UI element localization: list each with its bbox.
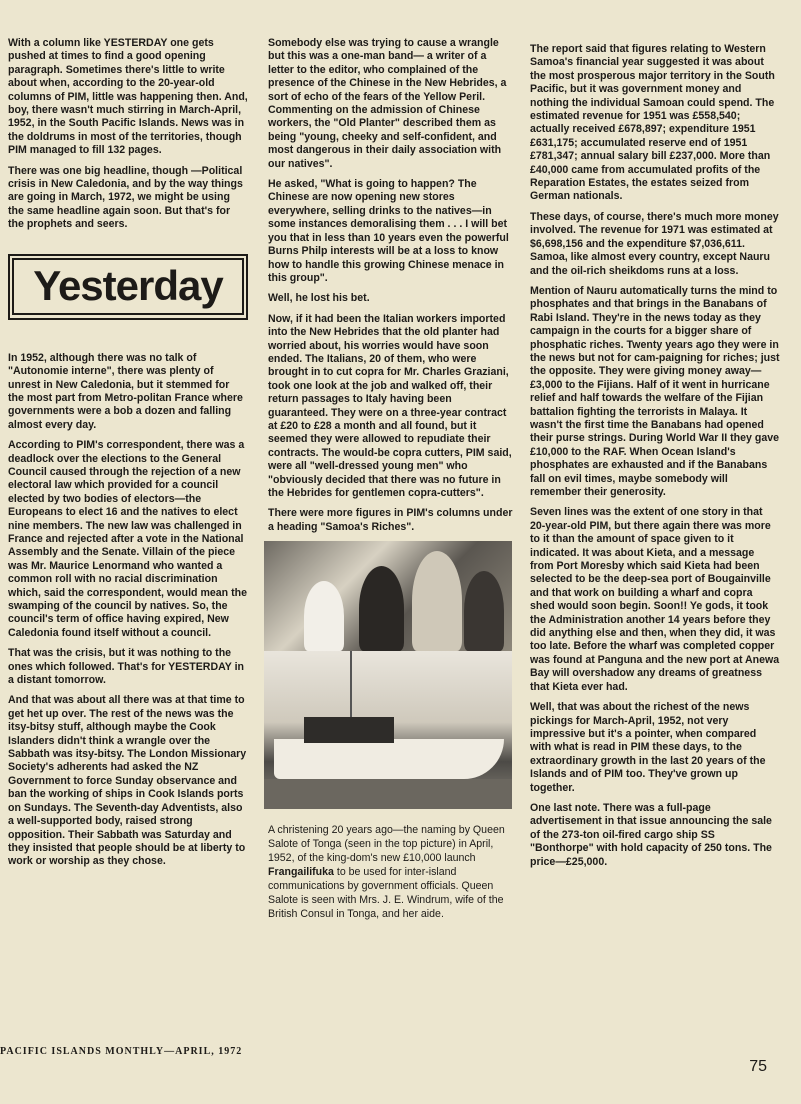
page-footer: PACIFIC ISLANDS MONTHLY—APRIL, 1972	[0, 1046, 243, 1057]
caption-text: to be used for inter-island communications by government officials. Queen Salote is seen with Mrs. J. E. Windrum, wife of the British Consul in Tonga, and her aide.	[268, 866, 504, 921]
paragraph: Somebody else was trying to cause a wrangle but this was a one-man band— a writer of a letter to the editor, who complained of the presence of the Chinese in the New Hebrides, a sort of echo of the fears of the Yellow Peril. Commenting on the admission of Chinese workers, the "Old Planter" described them as being "young, cheeky and self-confident, and most dangerous in their daily association with our natives".	[268, 37, 507, 170]
paragraph: According to PIM's correspondent, there was a deadlock over the elections to the General Council caused through the rejection of a new electoral law which provided for a council elected by two bodies of electors—the Europeans to elect 16 and the natives to elect nine members. The new law was challenged in France and rejected after a vote in the National Assembly and the Senate. Villain of the piece was Mr. Maurice Lenormand who wanted a common roll with no racial discrimination which, said the correspondent, would mean the swamping of the council by natives. So, the council's term of office having expired, New Caledonia found itself without a council.	[8, 439, 247, 639]
banner-title: Yesterday	[33, 262, 223, 310]
photo-christening	[264, 541, 512, 809]
paragraph: One last note. There was a full-page advertisement in that issue announcing the sale of the 273-ton oil-fired cargo ship SS "Bonthorpe" with hold capacity of 250 tons. The price—£25,000.	[530, 801, 772, 868]
paragraph: The report said that figures relating to Western Samoa's financial year suggested it was about the most prosperous major territory in the South Pacific, but it was government money and nothing the individual Samoan could spend. The estimated revenue for 1951 was £558,540; actually received £678,897; expenditure 1951 £631,175; accumulated reserve end of 1951 £781,347; annual salary bill £237,000. More than £40,000 came from accumulated profits of the Reparation Estates, the estates seized from German nationals.	[530, 43, 775, 203]
photo-launch	[264, 651, 512, 809]
paragraph: And that was about all there was at that time to get het up over. The rest of the news was the itsy-bitsy stuff, although maybe the Cook Islanders didn't think a wrangle over the Sabbath was itsy-bitsy. The London Missionary Society's adherents had asked the NZ Government to force Sunday observance and ban the working of ships in Cook Islands ports on Sundays. The Seventh-day Adventists, also a well-supported body, raised strong opposition. Their Sabbath was Saturday and they insisted that people should be at liberty to work or worship as they chose.	[8, 694, 247, 868]
paragraph: Mention of Nauru automatically turns the mind to phosphates and that brings in the Banabans of Rabi Island. They're in the news today as they campaign in the courts for a bigger share of phosphatic riches. Twenty years ago they were in the news but not for cam-paigning for riches; just the opposite. They were giving money away—£3,000 to the Fijians. Half of it went in hurricane relief and half towards the welfare of the Fijian battalion fighting the terrorists in Malaya. It wasn't the first time the Banabans had opened their purse strings. During World War II they gave £10,000 to the RAF. When Ocean Island's phosphates are exhausted and if the Banabans fall on evil times, maybe somebody will remember their generosity.	[530, 284, 780, 498]
column-1	[8, 37, 248, 876]
paragraph: He asked, "What is going to happen? The Chinese are now opening new stores everywhere, selling drinks to the natives—in some instances demoralising them . . . I will bet you that in less than 10 years even the powerful Burns Philp interests will be at a loss to know how to handle this growing Chinese menace in this group".	[268, 178, 509, 284]
caption-boat-name: Frangailifuka	[268, 866, 334, 879]
photo-queen-salote	[264, 541, 512, 651]
paragraph: Well, he lost his bet.	[268, 292, 370, 305]
column-3	[530, 43, 780, 876]
paragraph: Now, if it had been the Italian workers imported into the New Hebrides that the old planter had worried about, his worries would have soon ended. The Italians, 20 of them, who were brought in to cut copra for Mr. Charles Graziani, took one look at the job and walked off, their return passages to Italy having been guaranteed. They were on a three-year contract at £20 to £28 a month and all found, but it seemed they were allowed to repudiate their contracts. The would-be copra cutters, PIM said, were all "well-dressed young men" who "obviously decided that there was no future in the Hebrides for gentlemen copra-cutters".	[268, 312, 512, 499]
paragraph: With a column like YESTERDAY one gets pushed at times to find a good opening paragraph. Sometimes there's little to write about when, according to the 20-year-old columns of PIM, little was happening then. And, boy, there wasn't much stirring in March-April, 1952, in the South Pacific Islands. News was in the doldrums in most of the territories, though PIM managed to fill 132 pages.	[8, 37, 248, 157]
caption-text: A christening 20 years ago—the naming by Queen Salote of Tonga (seen in the top picture) in April, 1952, of the king-dom's new £10,000 launch	[268, 824, 505, 865]
paragraph: In 1952, although there was no talk of "Autonomie interne", there was plenty of unrest in New Caledonia, but it stemmed for the most part from Metro-politan France where governments were a bob a dozen and falling almost every day.	[8, 351, 243, 431]
photo-caption	[268, 823, 512, 921]
paragraph: There was one big headline, though —Political crisis in New Caledonia, and by the way things are going in March, 1972, we might be using the same headline again soon. But that's for the prophets and seers.	[8, 164, 243, 231]
yesterday-banner	[8, 254, 248, 320]
column-2	[268, 37, 514, 921]
paragraph: Seven lines was the extent of one story in that 20-year-old PIM, but there again there was more to it than the amount of space given to it indicated. It was about Kieta, and a message from Port Moresby which said Kieta had been selected to be the deep-sea port of Bougainville and that work on building a wharf and copra shed would soon begin. Soon!! Ye gods, it took the Administration another 14 years before they did anything else and then, when they did, it was too late. Before the wharf was completed copper was found at Panguna and the new port at Anewa Bay will overshadow any dreams of greatness that Kieta ever had.	[530, 506, 780, 693]
paragraph: Well, that was about the richest of the news pickings for March-April, 1952, not very impressive but it's a pointer, when compared with what is read in PIM these days, to the extraordinary growth in the last 20 years of the Islands and of PIM too. They've grown up together.	[530, 701, 766, 794]
paragraph: That was the crisis, but it was nothing to the ones which followed. That's for YESTERDAY in a distant tomorrow.	[8, 647, 245, 687]
paragraph: There were more figures in PIM's columns under a heading "Samoa's Riches".	[268, 507, 513, 533]
page-number: 75	[749, 1058, 767, 1075]
paragraph: These days, of course, there's much more money involved. The revenue for 1971 was estimated at $6,698,156 and the expenditure $7,036,611. Samoa, like almost every country, except Nauru and the oil-rich sheikdoms runs at a loss.	[530, 210, 779, 277]
